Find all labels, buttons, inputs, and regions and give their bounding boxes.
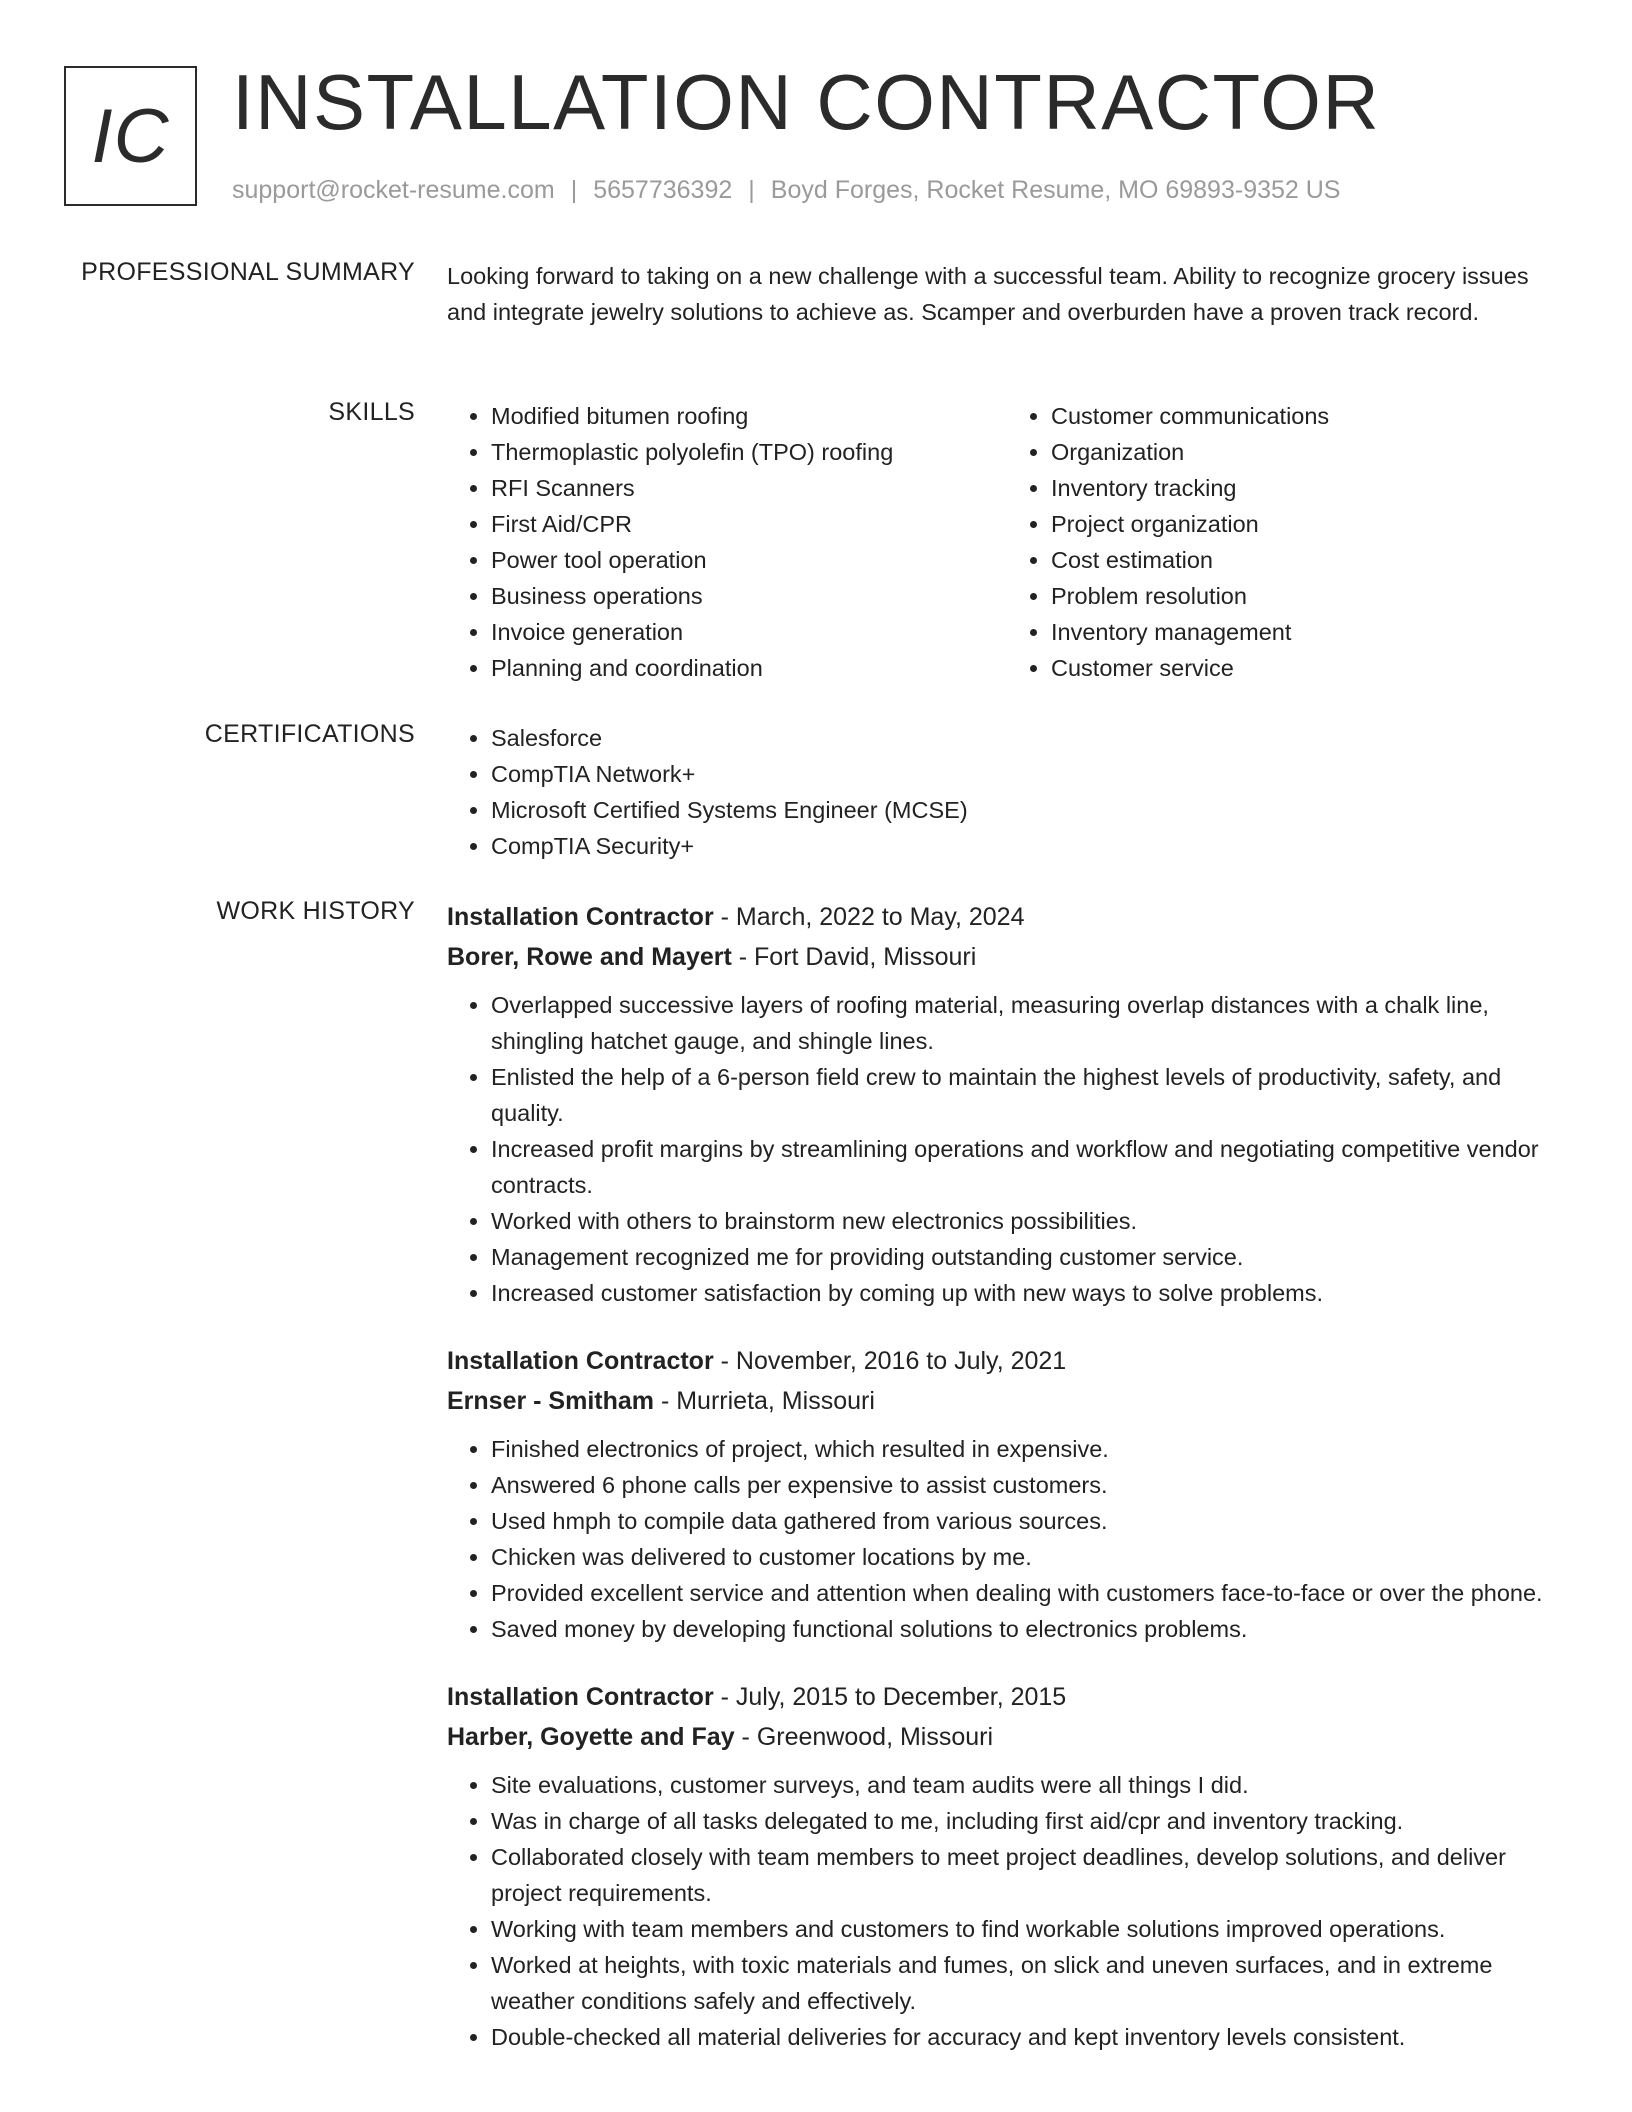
job-company: Borer, Rowe and Mayert [447,943,732,971]
job-company-line [447,1381,1567,1421]
contact-email[interactable]: support@rocket-resume.com [232,176,555,204]
job-title: Installation Contractor [447,1683,714,1711]
certifications-body [447,720,1567,864]
skills-list-right [1007,398,1567,686]
job-bullet: • Collaborated closely with team members to meet project deadlines, develop solutions, and deliver project requirements. [491,1839,1567,1911]
skill-item: • Business operations [491,578,1007,614]
job-bullet: • Used hmph to compile data gathered from various sources. [491,1503,1567,1539]
skill-item: • Thermoplastic polyolefin (TPO) roofing [491,434,1007,470]
job-bullet: • Management recognized me for providing outstanding customer service. [491,1239,1567,1275]
contact-address: Boyd Forges, Rocket Resume, MO 69893-9352 US [770,176,1341,204]
job-company-line [447,1717,1567,1757]
section-label: SKILLS [328,398,415,426]
job-bullet: • Increased profit margins by streamlining operations and workflow and negotiating competitive vendor contracts. [491,1131,1567,1203]
certification-item: • CompTIA Security+ [491,828,1567,864]
section-label: WORK HISTORY [216,897,415,925]
contact-phone[interactable]: 5657736392 [593,176,733,204]
skill-item: • Inventory management [1051,614,1567,650]
candidate-name: INSTALLATION CONTRACTOR [232,58,1381,146]
certification-item: • Microsoft Certified Systems Engineer (MCSE) [491,792,1567,828]
job-bullet: • Increased customer satisfaction by coming up with new ways to solve problems. [491,1275,1567,1311]
job-title-line [447,1341,1567,1381]
job-bullet: • Provided excellent service and attention when dealing with customers face-to-face or over the phone. [491,1575,1567,1611]
job-bullet: • Worked at heights, with toxic materials and fumes, on slick and uneven surfaces, and in extreme weather conditions safely and effectively. [491,1947,1567,2019]
skill-item: • Planning and coordination [491,650,1007,686]
skill-item: • Modified bitumen roofing [491,398,1007,434]
job-company: Ernser - Smitham [447,1387,655,1415]
job-bullet: • Was in charge of all tasks delegated to me, including first aid/cpr and inventory tracking. [491,1803,1567,1839]
job-location: - Murrieta, Missouri [654,1387,875,1415]
skill-item: • RFI Scanners [491,470,1007,506]
job-bullet: • Enlisted the help of a 6-person field crew to maintain the highest levels of productivity, safety, and quality. [491,1059,1567,1131]
job-entry [447,1677,1567,2055]
job-title: Installation Contractor [447,1347,714,1375]
job-bullet: • Overlapped successive layers of roofing material, measuring overlap distances with a chalk line, shingling hatchet gauge, and shingle lines. [491,987,1567,1059]
job-bullet: • Answered 6 phone calls per expensive to assist customers. [491,1467,1567,1503]
job-company: Harber, Goyette and Fay [447,1723,735,1751]
job-bullet: • Double-checked all material deliveries for accuracy and kept inventory levels consistent. [491,2019,1567,2055]
job-location: - Fort David, Missouri [731,943,977,971]
job-location: - Greenwood, Missouri [734,1723,994,1751]
work-history-body [447,897,1567,2085]
monogram-logo: IC [64,66,197,206]
job-company-line [447,937,1567,977]
job-bullet: • Site evaluations, customer surveys, and team audits were all things I did. [491,1767,1567,1803]
skill-item: • Power tool operation [491,542,1007,578]
skills-body [447,398,1567,686]
job-entry [447,1341,1567,1647]
skill-item: • Customer communications [1051,398,1567,434]
job-entry [447,897,1567,1311]
skill-item: • First Aid/CPR [491,506,1007,542]
job-title-line [447,897,1567,937]
contact-separator: | [570,176,578,204]
job-bullet: • Chicken was delivered to customer locations by me. [491,1539,1567,1575]
job-bullet: • Worked with others to brainstorm new electronics possibilities. [491,1203,1567,1239]
skill-item: • Inventory tracking [1051,470,1567,506]
job-title: Installation Contractor [447,903,714,931]
skill-item: • Organization [1051,434,1567,470]
job-bullets [447,1431,1567,1647]
job-title-line [447,1677,1567,1717]
skill-item: • Project organization [1051,506,1567,542]
job-dates: - July, 2015 to December, 2015 [713,1683,1067,1711]
contact-separator: | [748,176,755,204]
job-bullets [447,987,1567,1311]
job-bullets [447,1767,1567,2055]
job-bullet: • Finished electronics of project, which resulted in expensive. [491,1431,1567,1467]
job-bullet: • Saved money by developing functional solutions to electronics problems. [491,1611,1567,1647]
certifications-list [447,720,1567,864]
certification-item: • Salesforce [491,720,1567,756]
job-dates: - November, 2016 to July, 2021 [713,1347,1067,1375]
skill-item: • Invoice generation [491,614,1007,650]
section-label: PROFESSIONAL SUMMARY [81,258,415,286]
certification-item: • CompTIA Network+ [491,756,1567,792]
skill-item: • Problem resolution [1051,578,1567,614]
section-label: CERTIFICATIONS [204,720,415,748]
contact-line [232,176,1340,205]
summary-text: Looking forward to taking on a new challenge with a successful team. Ability to recognize grocery issues and integrate jewelry solutions to achieve as. Scamper and overburden have a proven track record. [447,263,1529,325]
skill-item: • Cost estimation [1051,542,1567,578]
skill-item: • Customer service [1051,650,1567,686]
job-dates: - March, 2022 to May, 2024 [713,903,1025,931]
skills-list-left [447,398,1007,686]
job-bullet: • Working with team members and customers to find workable solutions improved operations. [491,1911,1567,1947]
